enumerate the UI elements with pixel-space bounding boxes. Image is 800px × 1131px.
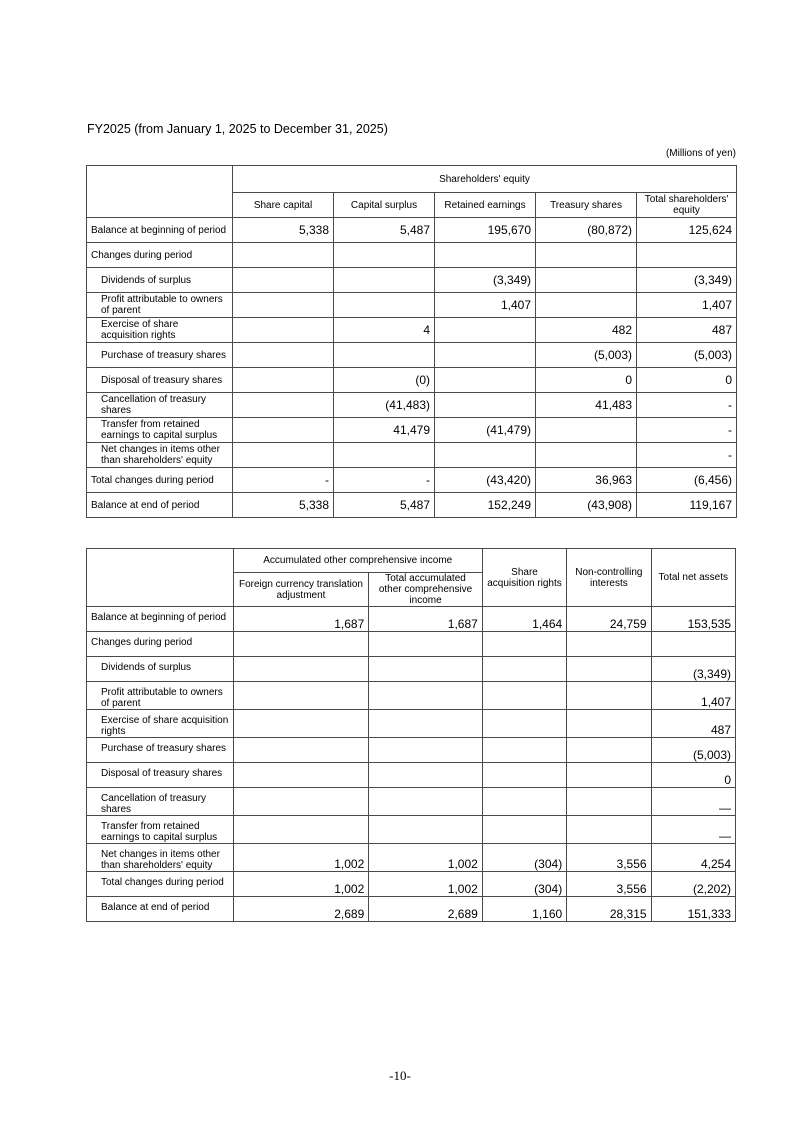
value-cell: 0 — [651, 763, 735, 788]
value-cell: 41,479 — [334, 418, 435, 443]
row-label: Profit attributable to owners of parent — [87, 682, 234, 710]
value-cell — [567, 710, 651, 738]
value-cell: 4 — [334, 318, 435, 343]
value-cell: 153,535 — [651, 607, 735, 632]
value-cell: 1,407 — [651, 682, 735, 710]
row-label: Exercise of share acquisition rights — [87, 710, 234, 738]
value-cell — [233, 763, 369, 788]
table-row — [87, 293, 737, 318]
value-cell — [334, 268, 435, 293]
value-cell: 1,002 — [233, 872, 369, 897]
value-cell: 195,670 — [435, 218, 536, 243]
value-cell — [334, 293, 435, 318]
value-cell: 3,556 — [567, 844, 651, 872]
value-cell — [567, 632, 651, 657]
value-cell — [536, 443, 637, 468]
value-cell — [435, 343, 536, 368]
table-row — [87, 318, 737, 343]
value-cell — [233, 788, 369, 816]
table-row — [87, 343, 737, 368]
value-cell: 1,002 — [369, 844, 483, 872]
value-cell — [233, 710, 369, 738]
value-cell — [233, 443, 334, 468]
value-cell: 151,333 — [651, 897, 735, 922]
table-row — [87, 243, 737, 268]
value-cell: - — [637, 443, 737, 468]
row-label: Balance at end of period — [87, 897, 234, 922]
row-label: Disposal of treasury shares — [87, 763, 234, 788]
value-cell — [482, 738, 566, 763]
value-cell — [482, 788, 566, 816]
value-cell — [369, 632, 483, 657]
value-cell — [369, 738, 483, 763]
column-header: Treasury shares — [536, 193, 637, 218]
value-cell: 0 — [536, 368, 637, 393]
value-cell: (5,003) — [651, 738, 735, 763]
table-body — [87, 607, 736, 922]
value-cell: (43,908) — [536, 493, 637, 518]
value-cell: (304) — [482, 844, 566, 872]
value-cell: (304) — [482, 872, 566, 897]
row-label: Profit attributable to owners of parent — [87, 293, 233, 318]
corner-cell — [87, 549, 234, 607]
value-cell: — — [651, 788, 735, 816]
column-header: Capital surplus — [334, 193, 435, 218]
page-number: -10- — [389, 1068, 411, 1083]
table-row — [87, 268, 737, 293]
value-cell — [233, 418, 334, 443]
value-cell — [334, 443, 435, 468]
table-row — [87, 788, 736, 816]
value-cell — [369, 682, 483, 710]
value-cell — [233, 393, 334, 418]
table-row — [87, 443, 737, 468]
value-cell: 36,963 — [536, 468, 637, 493]
row-label: Disposal of treasury shares — [87, 368, 233, 393]
row-label: Transfer from retained earnings to capital surplus — [87, 816, 234, 844]
value-cell — [567, 816, 651, 844]
value-cell — [567, 763, 651, 788]
value-cell: 482 — [536, 318, 637, 343]
value-cell — [435, 443, 536, 468]
report-title: FY2025 (from January 1, 2025 to December 31, 2025) — [87, 122, 388, 136]
row-label: Changes during period — [87, 632, 234, 657]
value-cell — [567, 657, 651, 682]
value-cell — [482, 632, 566, 657]
table-body — [87, 218, 737, 518]
value-cell: 2,689 — [369, 897, 483, 922]
value-cell — [369, 763, 483, 788]
row-label: Changes during period — [87, 243, 233, 268]
table-row — [87, 493, 737, 518]
value-cell: 5,338 — [233, 218, 334, 243]
value-cell — [536, 268, 637, 293]
value-cell: 5,487 — [334, 218, 435, 243]
value-cell — [233, 243, 334, 268]
corner-cell — [87, 166, 233, 218]
value-cell — [482, 816, 566, 844]
row-label: Total changes during period — [87, 468, 233, 493]
value-cell — [369, 657, 483, 682]
table-row — [87, 393, 737, 418]
row-label: Net changes in items other than shareholders' equity — [87, 844, 234, 872]
column-header: Foreign currency translation adjustment — [233, 573, 369, 607]
unit-label: (Millions of yen) — [665, 148, 736, 159]
row-label: Transfer from retained earnings to capital surplus — [87, 418, 233, 443]
value-cell: - — [637, 393, 737, 418]
value-cell — [567, 788, 651, 816]
value-cell: — — [651, 816, 735, 844]
value-cell: 1,687 — [233, 607, 369, 632]
row-label: Purchase of treasury shares — [87, 738, 234, 763]
table-row — [87, 738, 736, 763]
group-header: Accumulated other comprehensive income — [233, 549, 482, 573]
value-cell: (43,420) — [435, 468, 536, 493]
table-row — [87, 763, 736, 788]
value-cell — [233, 293, 334, 318]
value-cell — [435, 393, 536, 418]
value-cell — [233, 816, 369, 844]
row-label: Balance at beginning of period — [87, 607, 234, 632]
value-cell — [233, 343, 334, 368]
row-label: Purchase of treasury shares — [87, 343, 233, 368]
value-cell — [482, 763, 566, 788]
value-cell — [435, 368, 536, 393]
value-cell: (2,202) — [651, 872, 735, 897]
value-cell: - — [233, 468, 334, 493]
value-cell: (3,349) — [651, 657, 735, 682]
value-cell: 4,254 — [651, 844, 735, 872]
row-label: Total changes during period — [87, 872, 234, 897]
value-cell: 24,759 — [567, 607, 651, 632]
value-cell: 1,687 — [369, 607, 483, 632]
value-cell: 125,624 — [637, 218, 737, 243]
value-cell — [482, 657, 566, 682]
row-label: Dividends of surplus — [87, 657, 234, 682]
value-cell — [567, 682, 651, 710]
value-cell — [369, 816, 483, 844]
value-cell: 119,167 — [637, 493, 737, 518]
other-comprehensive-income-table — [86, 548, 736, 922]
value-cell — [637, 243, 737, 268]
value-cell — [233, 657, 369, 682]
group-header: Shareholders' equity — [233, 166, 737, 193]
value-cell — [233, 318, 334, 343]
value-cell: 1,160 — [482, 897, 566, 922]
row-label: Cancellation of treasury shares — [87, 393, 233, 418]
value-cell: (41,479) — [435, 418, 536, 443]
table-row — [87, 607, 736, 632]
value-cell — [482, 710, 566, 738]
row-label: Dividends of surplus — [87, 268, 233, 293]
table-row — [87, 418, 737, 443]
column-header: Share acquisition rights — [482, 549, 566, 607]
value-cell: (80,872) — [536, 218, 637, 243]
table-row — [87, 218, 737, 243]
value-cell: 487 — [637, 318, 737, 343]
value-cell — [536, 243, 637, 268]
value-cell: 41,483 — [536, 393, 637, 418]
value-cell: 1,002 — [233, 844, 369, 872]
value-cell — [482, 682, 566, 710]
value-cell — [233, 682, 369, 710]
column-header: Total net assets — [651, 549, 735, 607]
value-cell — [536, 418, 637, 443]
column-header: Share capital — [233, 193, 334, 218]
value-cell: - — [637, 418, 737, 443]
table-row — [87, 897, 736, 922]
value-cell — [435, 318, 536, 343]
value-cell — [233, 632, 369, 657]
value-cell: 28,315 — [567, 897, 651, 922]
shareholders-equity-table — [86, 165, 737, 518]
column-header: Retained earnings — [435, 193, 536, 218]
table-row — [87, 657, 736, 682]
row-label: Net changes in items other than shareholders' equity — [87, 443, 233, 468]
value-cell: (0) — [334, 368, 435, 393]
table-row — [87, 682, 736, 710]
value-cell: 487 — [651, 710, 735, 738]
value-cell: (5,003) — [637, 343, 737, 368]
value-cell: 5,338 — [233, 493, 334, 518]
table-row — [87, 632, 736, 657]
column-header: Total accumulated other comprehensive income — [369, 573, 483, 607]
value-cell: 1,407 — [435, 293, 536, 318]
row-label: Balance at beginning of period — [87, 218, 233, 243]
value-cell — [233, 368, 334, 393]
value-cell — [567, 738, 651, 763]
value-cell: 5,487 — [334, 493, 435, 518]
table-row — [87, 816, 736, 844]
row-label: Exercise of share acquisition rights — [87, 318, 233, 343]
value-cell: 152,249 — [435, 493, 536, 518]
column-header: Total shareholders' equity — [637, 193, 737, 218]
value-cell: - — [334, 468, 435, 493]
table-row — [87, 368, 737, 393]
value-cell: 1,002 — [369, 872, 483, 897]
value-cell: (3,349) — [637, 268, 737, 293]
value-cell: (5,003) — [536, 343, 637, 368]
table-row — [87, 844, 736, 872]
table-row — [87, 872, 736, 897]
value-cell: (6,456) — [637, 468, 737, 493]
value-cell — [369, 710, 483, 738]
value-cell — [233, 738, 369, 763]
value-cell: 0 — [637, 368, 737, 393]
value-cell — [651, 632, 735, 657]
value-cell: 1,464 — [482, 607, 566, 632]
row-label: Cancellation of treasury shares — [87, 788, 234, 816]
column-header: Non-controlling interests — [567, 549, 651, 607]
value-cell: (41,483) — [334, 393, 435, 418]
table-row — [87, 468, 737, 493]
table-row — [87, 710, 736, 738]
value-cell — [435, 243, 536, 268]
value-cell — [536, 293, 637, 318]
value-cell: 2,689 — [233, 897, 369, 922]
value-cell: (3,349) — [435, 268, 536, 293]
row-label: Balance at end of period — [87, 493, 233, 518]
value-cell — [233, 268, 334, 293]
value-cell — [369, 788, 483, 816]
value-cell — [334, 243, 435, 268]
value-cell: 3,556 — [567, 872, 651, 897]
value-cell — [334, 343, 435, 368]
value-cell: 1,407 — [637, 293, 737, 318]
